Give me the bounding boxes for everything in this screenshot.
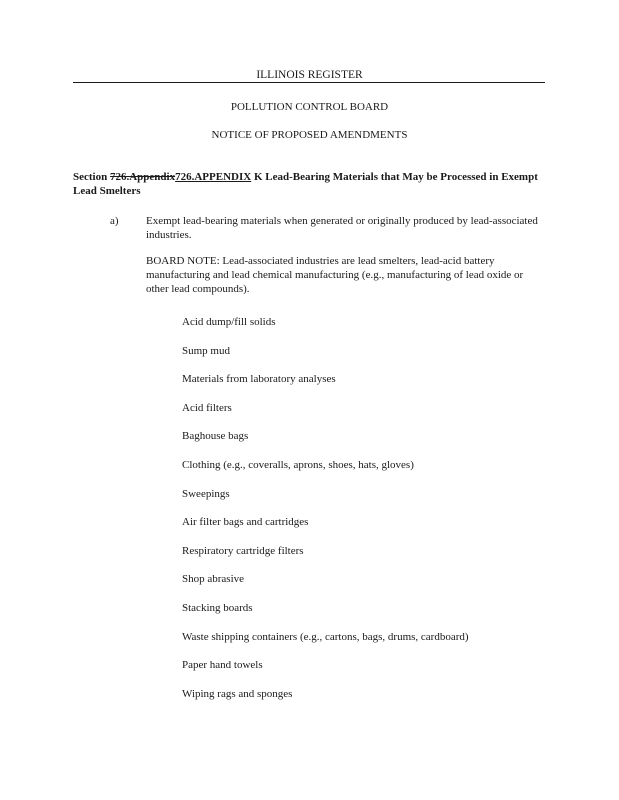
list-item: Waste shipping containers (e.g., cartons, bags, drums, cardboard) — [182, 630, 469, 643]
section-prefix: Section — [73, 171, 110, 183]
list-item: Clothing (e.g., coveralls, aprons, shoes, hats, gloves) — [182, 458, 414, 471]
register-title: ILLINOIS REGISTER — [256, 69, 363, 81]
list-item: Acid filters — [182, 401, 232, 414]
list-item: Stacking boards — [182, 601, 253, 614]
list-item: Sweepings — [182, 487, 230, 500]
board-note: BOARD NOTE: Lead-associated industries are lead smelters, lead-acid battery manufacturing and lead chemical manufacturing (e.g., manufacturing of lead oxide or other lead compounds). — [146, 255, 524, 295]
list-item: Wiping rags and sponges — [182, 687, 293, 700]
paragraph-text: Exempt lead-bearing materials when generated or originally produced by lead-associated industries. — [146, 215, 538, 241]
list-item: Air filter bags and cartridges — [182, 516, 309, 529]
list-item: Respiratory cartridge filters — [182, 544, 304, 557]
list-item: Sump mud — [182, 344, 230, 357]
paragraph-label: a) — [110, 215, 119, 227]
section-heading — [73, 170, 545, 198]
list-item: Paper hand towels — [182, 659, 263, 672]
list-item: Acid dump/fill solids — [182, 316, 276, 328]
section-inserted-text: 726.APPENDIX — [175, 171, 252, 183]
header-rule — [73, 82, 545, 83]
list-item: Shop abrasive — [182, 573, 245, 586]
section-title: K Lead-Bearing Materials that May be Processed in Exempt Lead Smelters — [73, 171, 538, 197]
section-deleted-text: 726.Appendix — [109, 171, 176, 183]
list-item: Materials from laboratory analyses — [182, 373, 336, 386]
list-item: Baghouse bags — [182, 430, 249, 443]
materials-list — [182, 315, 469, 715]
notice-title: NOTICE OF PROPOSED AMENDMENTS — [211, 129, 408, 141]
board-name: POLLUTION CONTROL BOARD — [230, 101, 389, 113]
